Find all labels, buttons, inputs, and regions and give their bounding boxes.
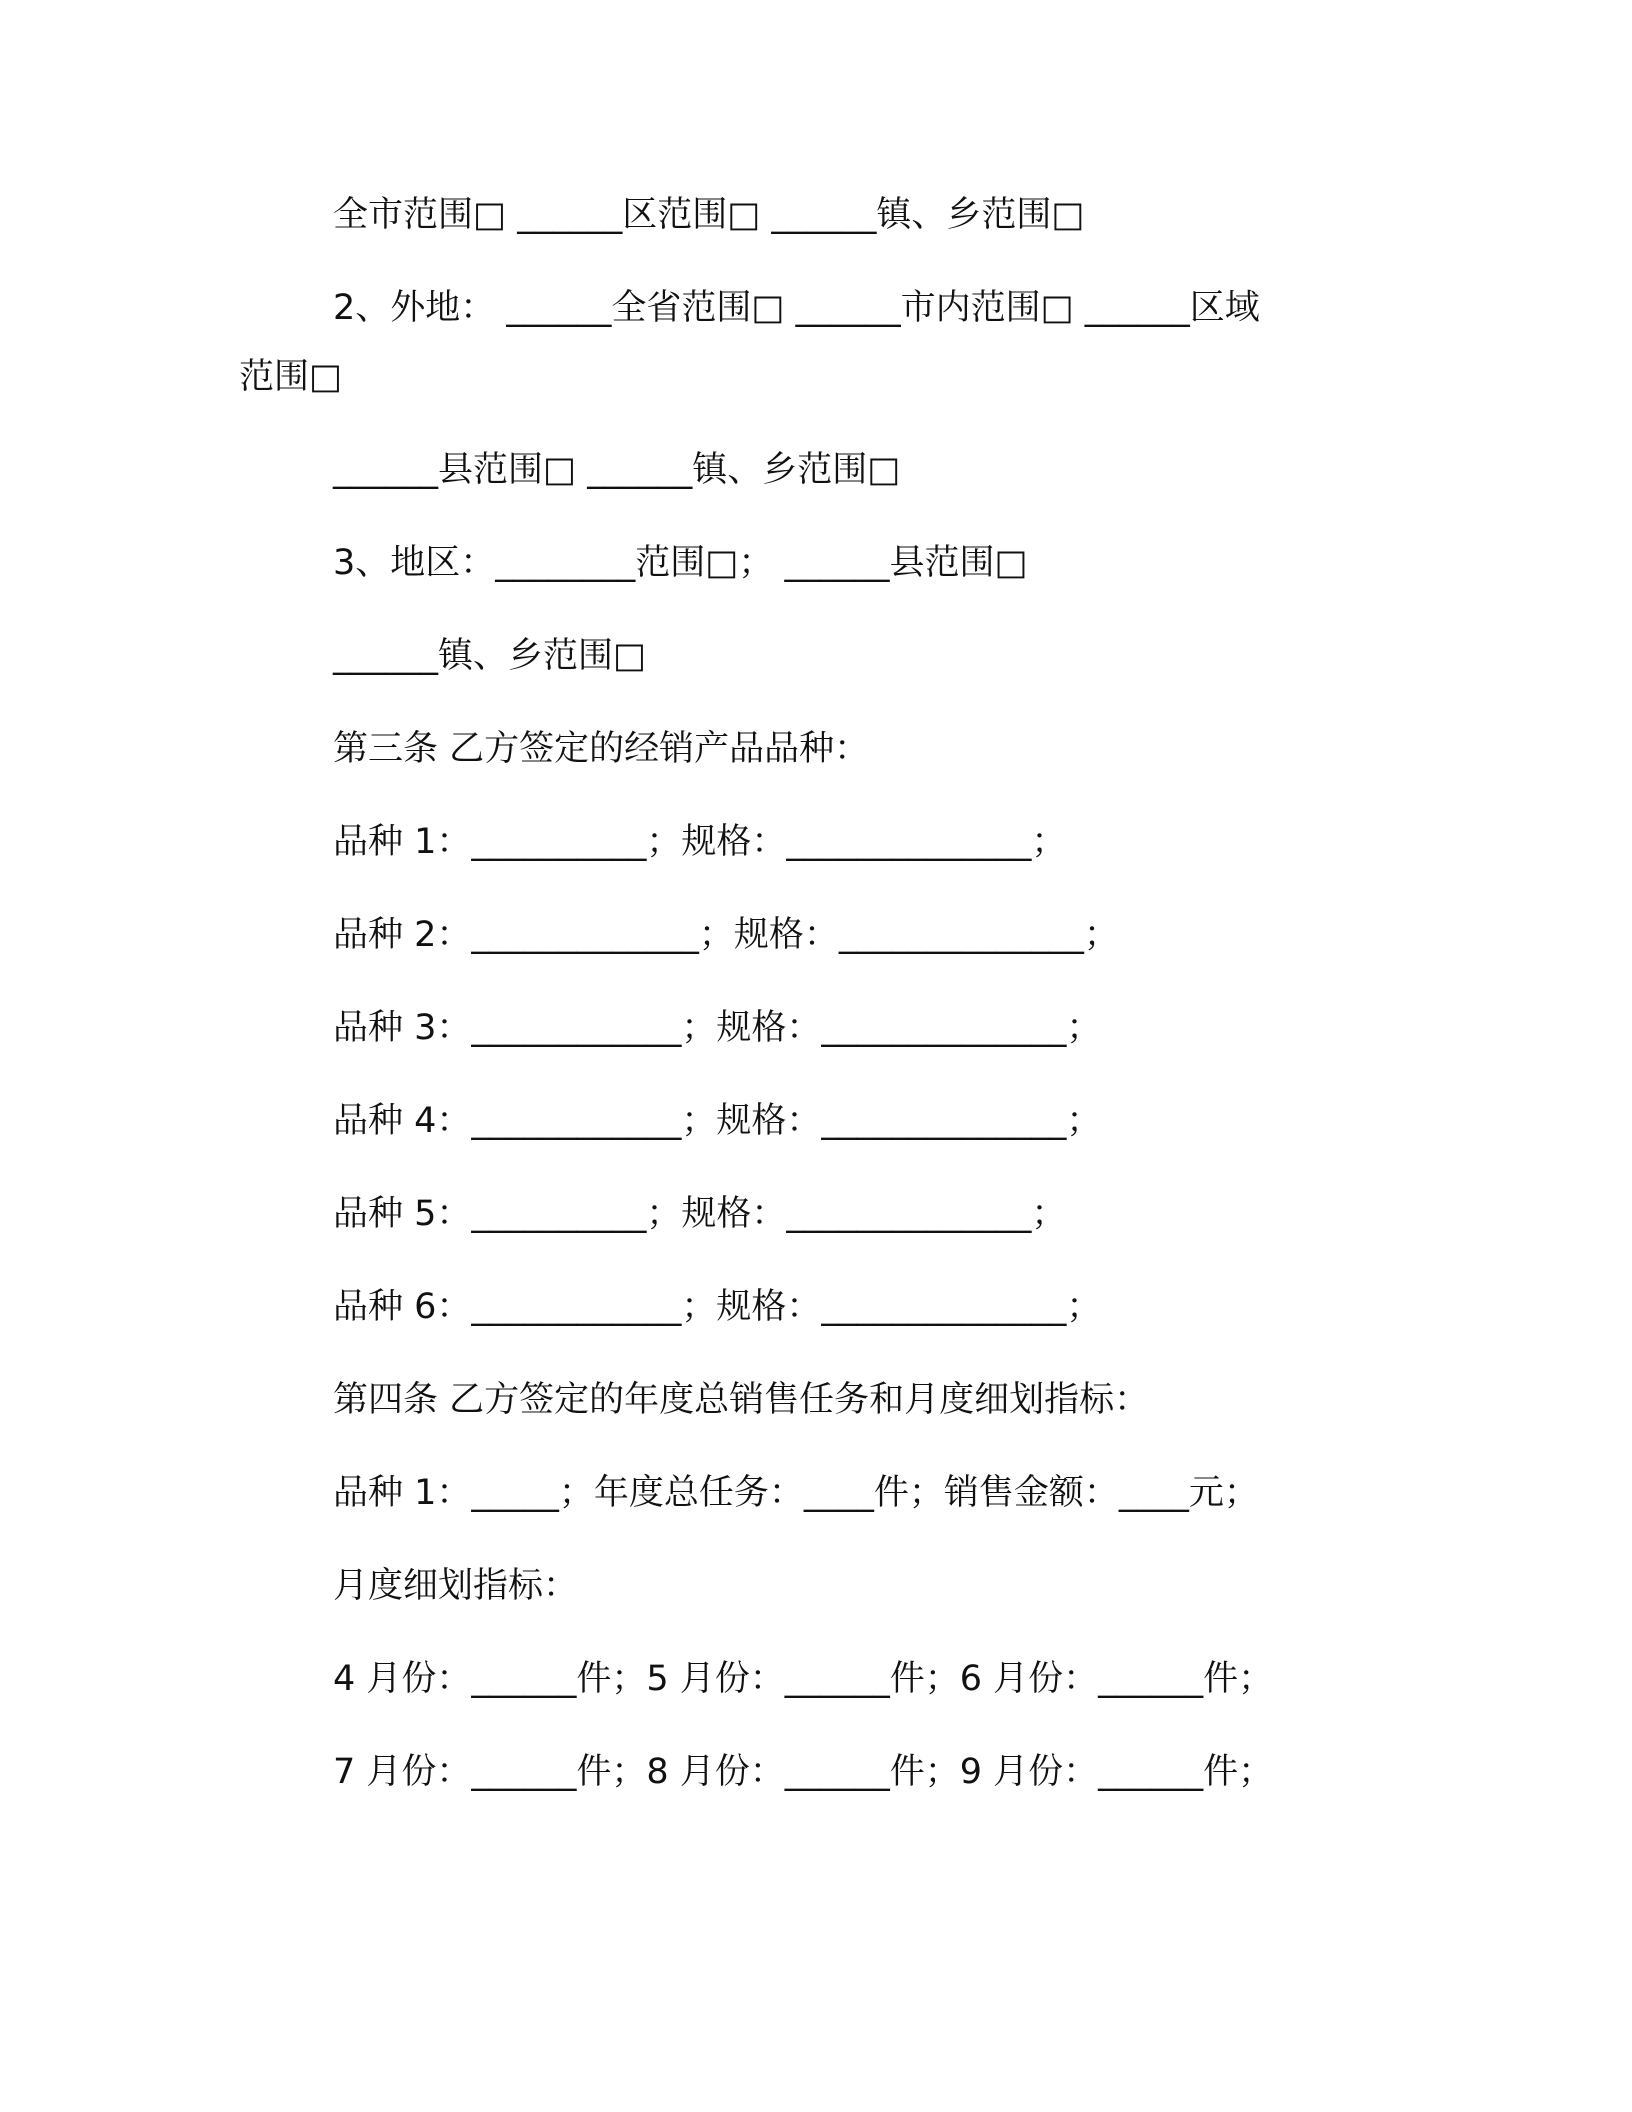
text-line: 3、地区：________范围□； ______县范围□ bbox=[333, 543, 1028, 583]
section-heading: 第三条 乙方签定的经销产品品种： bbox=[333, 729, 870, 769]
text-line: 品种 3：____________；规格：______________； bbox=[333, 1008, 1102, 1048]
text-line: 4 月份：______件；5 月份：______件；6 月份：______件； bbox=[333, 1659, 1274, 1699]
text-line: ______镇、乡范围□ bbox=[333, 636, 647, 676]
text-line: 7 月份：______件；8 月份：______件；9 月份：______件； bbox=[333, 1752, 1274, 1792]
text-line: 品种 5：__________；规格：______________； bbox=[333, 1194, 1067, 1234]
text-line: 品种 2：_____________；规格：______________； bbox=[333, 915, 1119, 955]
text-line: 全市范围□ ______区范围□ ______镇、乡范围□ bbox=[333, 195, 1085, 235]
text-line: 月度细划指标： bbox=[333, 1566, 579, 1606]
text-line: 2、外地： ______全省范围□ ______市内范围□ ______区域 bbox=[333, 288, 1260, 328]
text-line: 品种 4：____________；规格：______________； bbox=[333, 1101, 1102, 1141]
section-heading: 第四条 乙方签定的年度总销售任务和月度细划指标： bbox=[333, 1380, 1150, 1420]
text-line: 品种 1：_____；年度总任务：____件；销售金额：____元； bbox=[333, 1473, 1259, 1513]
text-line: 范围□ bbox=[239, 357, 343, 397]
text-line: 品种 6：____________；规格：______________； bbox=[333, 1287, 1102, 1327]
text-line: ______县范围□ ______镇、乡范围□ bbox=[333, 450, 901, 490]
text-line: 品种 1：__________；规格：______________； bbox=[333, 822, 1067, 862]
